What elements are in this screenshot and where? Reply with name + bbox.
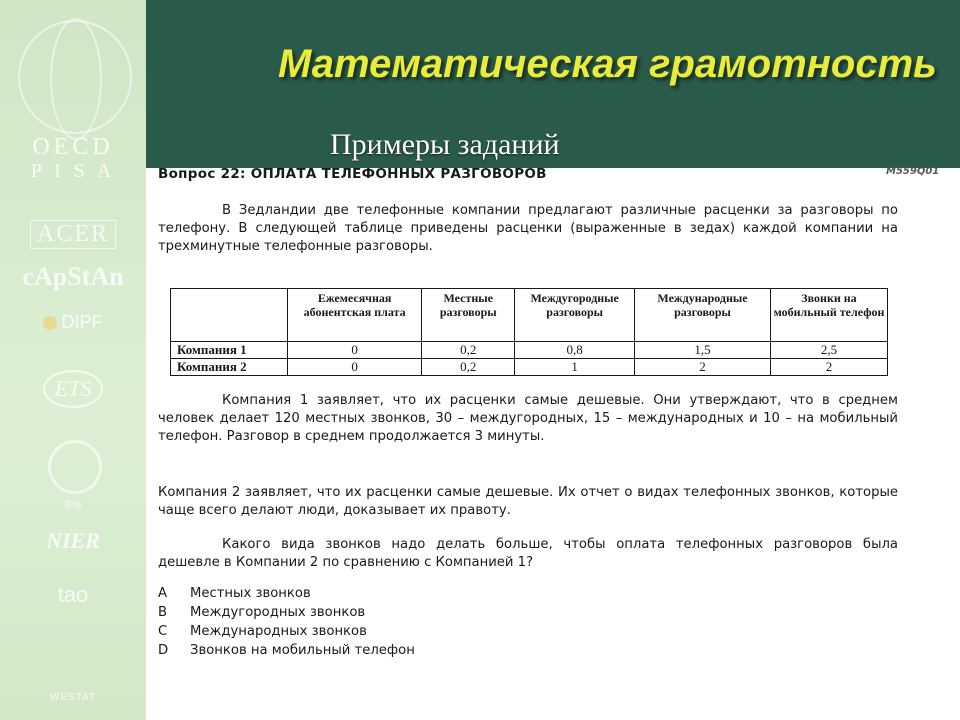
westat-logo: WESTAT [49,692,97,703]
table-row [171,342,888,359]
slide-subtitle: Примеры заданий [330,128,560,161]
nier-logo: NIER [46,528,100,553]
table-header-row [171,289,888,342]
company2-paragraph: Компания 2 заявляет, что их расценки самые дешевые. Их отчет о видах телефонных звонков, которые чаще всего делают люди, доказывает их правоту. [158,485,898,518]
answer-options [158,584,415,660]
oecd-globe-icon [18,20,132,134]
table-cell: 0,8 [515,342,635,359]
ipn-logo: IPN [64,500,82,511]
table-header-cell: Междугородные разговоры [515,289,635,342]
pisa-logo-text: P I S A [30,160,116,182]
table-cell: 1,5 [635,342,771,359]
table-cell: 2 [635,359,771,376]
intro-paragraph: В Зедландии две телефонные компании предлагают различные расценки за разговоры по телефону. В следующей таблице приведены расценки (выраженные в зедах) каждой компании на трехминутные телефонные разговоры. [158,203,898,254]
table-cell: Компания 1 [171,342,288,359]
table-cell: 0 [288,359,422,376]
company1-paragraph: Компания 1 заявляет, что их расценки самые дешевые. Они утверждают, что в среднем человек делает 120 местных звонков, 30 – междугородных, 15 – международных и 10 – на мобильный телефон. Разговор в среднем продолжается 3 минуты. [158,393,898,444]
table-cell: 0,2 [422,359,515,376]
sidebar-logos [0,0,146,720]
oecd-logo-text: OECD [32,134,114,160]
dipf-dot-icon [43,316,57,330]
table-header-cell [171,289,288,342]
ets-logo: ETS [0,370,146,408]
rates-table [170,288,888,376]
answer-option-d[interactable]: D Звонков на мобильный телефон [158,643,415,658]
table-cell: 2 [771,359,888,376]
ipn-emblem-icon [48,440,102,494]
table-header-cell: Ежемесячная абонентская плата [288,289,422,342]
table-cell: Компания 2 [171,359,288,376]
table-cell: 0 [288,342,422,359]
capstan-logo: cApStAn [22,262,124,291]
table-header-cell: Звонки на мобильный телефон [771,289,888,342]
question-code: M559Q01 [886,166,940,177]
slide-title: Математическая грамотность [278,42,937,86]
question-prompt: Какого вида звонков надо делать больше, чтобы оплата телефонных разговоров была дешевле в Компании 2 по сравнению с Компанией 1? [158,537,898,570]
acer-logo: ACER [0,220,146,249]
answer-option-b[interactable]: B Междугородных звонков [158,605,366,620]
table-row [171,359,888,376]
question-heading: Вопрос 22: ОПЛАТА ТЕЛЕФОННЫХ РАЗГОВОРОВ [158,166,547,182]
dipf-logo: DIPF [0,312,146,333]
table-cell: 0,2 [422,342,515,359]
tao-logo: tao [57,582,89,607]
answer-option-a[interactable]: A Местных звонков [158,586,311,601]
table-cell: 2,5 [771,342,888,359]
table-header-cell: Местные разговоры [422,289,515,342]
table-cell: 1 [515,359,635,376]
answer-option-c[interactable]: C Международных звонков [158,624,367,639]
table-header-cell: Международные разговоры [635,289,771,342]
